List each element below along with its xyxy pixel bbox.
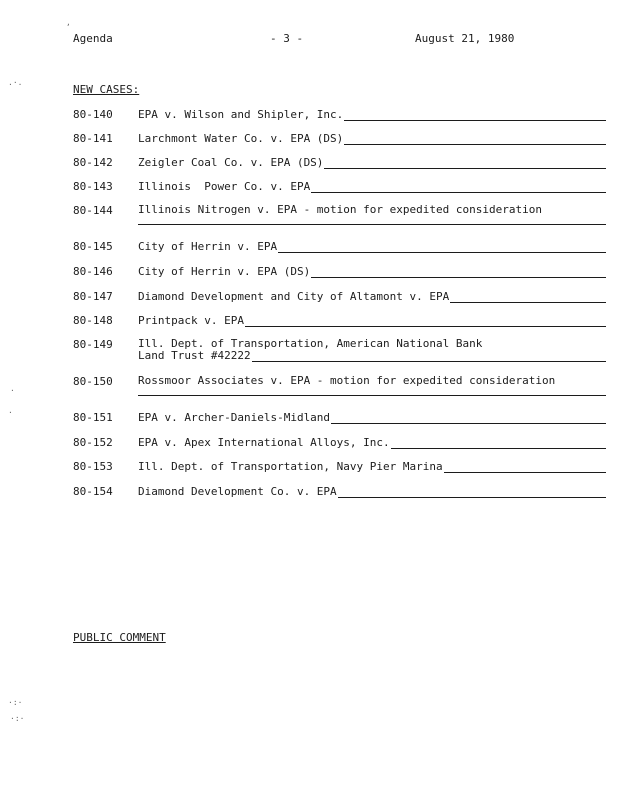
case-entry — [138, 265, 606, 278]
case-title: Larchmont Water Co. v. EPA (DS) — [138, 132, 344, 145]
signature-rule — [311, 181, 606, 193]
case-number: 80-151 — [73, 411, 113, 424]
case-number: 80-154 — [73, 485, 113, 498]
signature-rule — [344, 109, 606, 121]
case-title: EPA v. Apex International Alloys, Inc. — [138, 436, 390, 449]
case-number: 80-150 — [73, 375, 113, 388]
case-title: Ill. Dept. of Transportation, Navy Pier Marina — [138, 460, 443, 473]
signature-rule — [344, 133, 606, 145]
signature-rule — [324, 157, 606, 169]
case-entry — [138, 156, 606, 169]
case-entry — [138, 180, 606, 193]
scan-speck: ·:· — [8, 698, 23, 707]
signature-rule — [444, 461, 606, 473]
header-date: August 21, 1980 — [415, 32, 515, 45]
case-title: Illinois Power Co. v. EPA — [138, 180, 311, 193]
case-title: Printpack v. EPA — [138, 314, 244, 327]
case-title: Diamond Development Co. v. EPA — [138, 485, 337, 498]
case-title: City of Herrin v. EPA (DS) — [138, 265, 311, 278]
case-number: 80-143 — [73, 180, 113, 193]
case-number: 80-147 — [73, 290, 113, 303]
scan-speck: , — [66, 18, 71, 27]
page-number: - 3 - — [270, 32, 304, 45]
public-comment-heading: PUBLIC COMMENT — [73, 631, 166, 644]
case-entry — [138, 460, 606, 473]
case-title: EPA v. Wilson and Shipler, Inc. — [138, 108, 344, 121]
signature-rule — [331, 412, 606, 424]
case-title: Ill. Dept. of Transportation, American National Bank — [138, 337, 483, 350]
signature-rule — [252, 350, 606, 362]
signature-rule — [138, 224, 606, 225]
case-entry — [138, 338, 606, 362]
case-entry — [138, 375, 606, 396]
signature-rule — [391, 437, 606, 449]
case-entry — [138, 132, 606, 145]
case-entry — [138, 436, 606, 449]
case-entry — [138, 411, 606, 424]
scan-speck: · — [8, 408, 13, 417]
signature-rule — [138, 395, 606, 396]
signature-rule — [338, 486, 606, 498]
case-title-line2: Land Trust #42222 — [138, 349, 251, 362]
case-entry — [138, 240, 606, 253]
case-entry — [138, 290, 606, 303]
signature-rule — [450, 291, 606, 303]
scan-speck: · — [10, 386, 15, 395]
signature-rule — [245, 315, 606, 327]
case-number: 80-141 — [73, 132, 113, 145]
case-title: Illinois Nitrogen v. EPA - motion for expedited consideration — [138, 203, 542, 216]
case-entry — [138, 108, 606, 121]
case-title-continued — [138, 350, 606, 362]
case-title: EPA v. Archer-Daniels-Midland — [138, 411, 331, 424]
case-title: Zeigler Coal Co. v. EPA (DS) — [138, 156, 324, 169]
scan-speck: ·:· — [10, 714, 25, 723]
case-entry — [138, 485, 606, 498]
signature-rule — [278, 241, 606, 253]
case-number: 80-152 — [73, 436, 113, 449]
new-cases-heading: NEW CASES: — [73, 83, 140, 96]
case-entry — [138, 314, 606, 327]
case-title: Rossmoor Associates v. EPA - motion for expedited consideration — [138, 374, 556, 387]
scan-speck: .·. — [8, 78, 23, 87]
case-number: 80-142 — [73, 156, 113, 169]
case-number: 80-146 — [73, 265, 113, 278]
case-entry — [138, 204, 606, 225]
case-title: City of Herrin v. EPA — [138, 240, 278, 253]
case-number: 80-144 — [73, 204, 113, 217]
header-agenda-label: Agenda — [73, 32, 113, 45]
case-number: 80-148 — [73, 314, 113, 327]
signature-rule — [311, 266, 606, 278]
case-title: Diamond Development and City of Altamont v. EPA — [138, 290, 450, 303]
case-number: 80-140 — [73, 108, 113, 121]
case-number: 80-149 — [73, 338, 113, 351]
case-number: 80-145 — [73, 240, 113, 253]
case-number: 80-153 — [73, 460, 113, 473]
